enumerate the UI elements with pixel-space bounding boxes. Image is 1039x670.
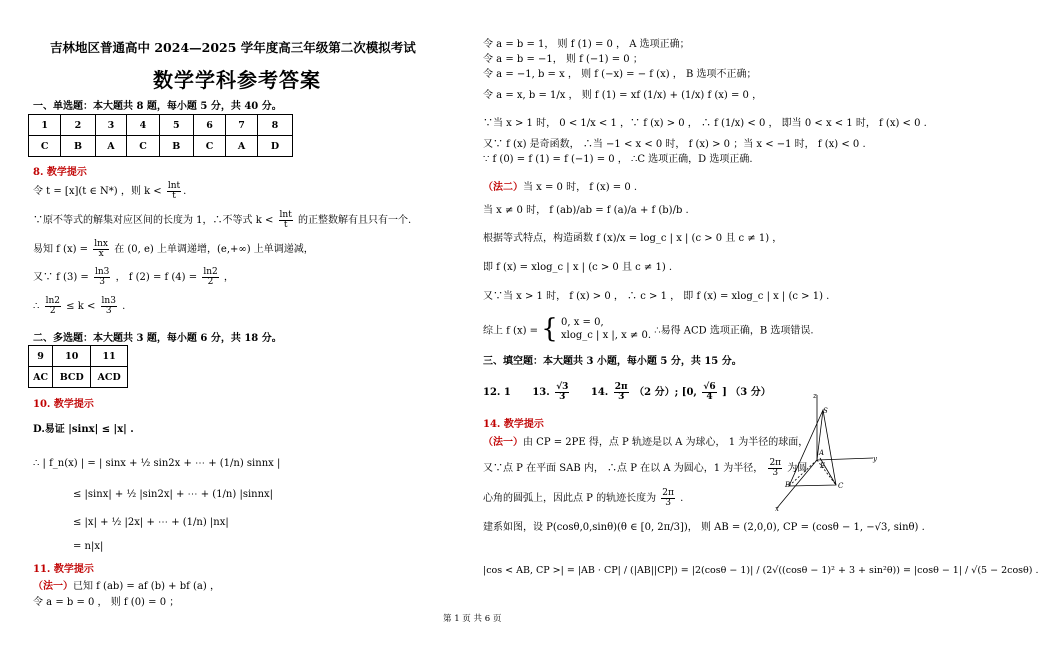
question-number: 3 — [95, 115, 127, 136]
answer-cell: D — [257, 136, 292, 157]
q8-line5 — [33, 297, 125, 316]
fraction — [101, 297, 117, 316]
fraction — [614, 383, 629, 402]
question-number: 8 — [257, 115, 292, 136]
answer-cell: AC — [29, 367, 53, 388]
case: 0, x = 0, — [560, 317, 604, 328]
q10-line5: = n|x| — [73, 541, 104, 552]
denominator: 3 — [618, 392, 625, 402]
numerator: 2π — [614, 382, 628, 392]
denominator: t — [172, 191, 176, 201]
q10-line1: D.易证 |sinx| ≤ |x| . — [33, 424, 134, 435]
text: ≤ k < — [66, 301, 96, 312]
label-x: x — [775, 505, 779, 513]
text: 已知 f (ab) = af (b) + bf (a) ， — [73, 581, 220, 592]
q8-hint-heading: 8. 教学提示 — [33, 167, 87, 178]
denominator: 2 — [49, 306, 56, 316]
question-number: 7 — [226, 115, 258, 136]
method-label: （法一） — [33, 581, 73, 592]
text: ∴易得 ACD 选项正确，B 选项错误. — [654, 325, 814, 337]
numerator: ln2 — [45, 296, 60, 306]
text: 令 t = [x](t ∈ N*) ，则 k < — [33, 186, 162, 197]
q11-method2-line3: 根据等式特点，构造函数 f (x)/x = log_c | x | (c > 0 且 c ≠ 1) ， — [483, 233, 783, 244]
label-s: S — [823, 407, 828, 415]
fraction — [45, 297, 61, 316]
answer-cell: C — [127, 136, 159, 157]
q11-hint-heading: 11. 教学提示 — [33, 564, 94, 575]
answer-cell: B — [61, 136, 95, 157]
section3-heading: 三、填空题：本大题共 3 小题，每小题 5 分，共 15 分。 — [483, 356, 742, 367]
q10-hint-heading: 10. 教学提示 — [33, 399, 94, 410]
numerator: ln3 — [94, 267, 110, 277]
text: 易知 f (x) = — [33, 244, 89, 255]
text: 在 (0, e) 上单调递增，(e,+∞) 上单调递减， — [114, 244, 314, 255]
edge-ab — [789, 460, 817, 486]
y-axis — [817, 458, 873, 460]
label-z: z — [813, 392, 817, 400]
text: 由 CP = 2PE 得，点 P 轨迹是以 A 为球心， 1 为半径的球面， — [523, 437, 809, 448]
question-number: 4 — [127, 115, 159, 136]
section2-heading: 二、多选题：本大题共 3 题，每小题 6 分，共 18 分。 — [33, 333, 282, 344]
text: ∴ — [33, 301, 40, 312]
q11-method2-line1 — [483, 178, 637, 193]
q11-right-line2: 令 a = b = −1， 则 f (−1) = 0 ； — [483, 54, 643, 65]
q11-line1 — [33, 577, 220, 592]
q14-line2 — [483, 459, 807, 478]
label-y: y — [873, 455, 877, 463]
q11-line2: 令 a = b = 0 ， 则 f (0) = 0 ； — [33, 597, 180, 608]
question-number: 10 — [53, 346, 91, 367]
q8-line3 — [33, 240, 314, 259]
text: 心角的圆弧上，因此点 P 的轨迹长度为 — [483, 493, 657, 504]
numerator: lnx — [94, 239, 109, 249]
denominator: 3 — [665, 498, 671, 508]
q10-line3: ≤ |sinx| + ½ |sin2x| + ⋯ + (1/n) |sinnx| — [73, 489, 274, 500]
fraction — [279, 211, 293, 230]
q11-method2-line5: 又∵当 x > 1 时， f (x) > 0 ， ∴ c > 1 ， 即 f (x) = xlog_c | x | (c > 1) . — [483, 291, 830, 302]
q8-line2 — [33, 211, 411, 230]
numerator: 2π — [662, 488, 674, 498]
question-number: 6 — [193, 115, 225, 136]
denominator: 3 — [105, 306, 112, 316]
fraction — [702, 383, 716, 402]
text: . — [122, 301, 126, 312]
text: ∵原不等式的解集对应区间的长度为 1，∴不等式 k < — [33, 215, 274, 226]
denominator: t — [283, 220, 288, 230]
page-footer: 第 1 页 共 6 页 — [443, 614, 502, 624]
pyramid-face — [789, 410, 836, 486]
text: ] （3 分） — [722, 387, 771, 398]
q14-line5: |cos < AB, CP >| = |AB · CP| / (|AB||CP|) = |2(cosθ − 1)| / (2√((cosθ − 1)² + 3 + sin²θ)) = |cosθ − 1| / √(5 − 2cosθ) . — [483, 565, 1039, 576]
text: 当 x = 0 时， f (x) = 0 . — [523, 182, 638, 193]
q11-right-line6: 又∵ f (x) 是奇函数， ∴当 −1 < x < 0 时， f (x) > 0 ；当 x < −1 时， f (x) < 0 . — [483, 139, 866, 150]
piecewise-brace: { — [541, 314, 558, 344]
fraction — [94, 268, 110, 287]
text: ， f (2) = f (4) = — [115, 272, 198, 283]
denominator: 3 — [559, 392, 566, 402]
question-number: 5 — [159, 115, 193, 136]
q11-method2-line4: 即 f (x) = xlog_c | x | (c > 0 且 c ≠ 1) . — [483, 262, 673, 273]
q14-hint-heading: 14. 教学提示 — [483, 419, 544, 430]
question-number: 11 — [91, 346, 128, 367]
label-a: A — [819, 449, 825, 457]
answer-cell: B — [159, 136, 193, 157]
q11-right-line7: ∵ f (0) = f (1) = f (−1) = 0 ， ∴C 选项正确，D 选项正确. — [483, 154, 753, 165]
question-number: 9 — [29, 346, 53, 367]
text: . — [680, 493, 684, 504]
q11-method2-line6 — [483, 316, 814, 342]
denominator: x — [98, 249, 104, 259]
numerator: √3 — [556, 382, 569, 392]
piecewise-cases — [561, 316, 651, 342]
multi-choice-answer-table — [28, 345, 128, 388]
q14-line1 — [483, 433, 808, 448]
denominator: 3 — [772, 468, 779, 478]
numerator: ln2 — [203, 267, 218, 277]
denominator: 4 — [706, 392, 713, 402]
answer-cell: A — [226, 136, 258, 157]
q10-line2: ∴ | f_n(x) | = | sinx + ½ sin2x + ⋯ + (1/n) sinnx | — [33, 458, 281, 469]
numerator: ln3 — [101, 296, 116, 306]
q14-line3 — [483, 489, 683, 508]
fraction — [661, 489, 675, 508]
document-title: 数学学科参考答案 — [153, 68, 321, 92]
answer-cell: ACD — [91, 367, 128, 388]
denominator: 3 — [99, 277, 106, 287]
exam-title: 吉林地区普通高中 2024—2025 学年度高三年级第二次模拟考试 — [50, 40, 416, 55]
denominator: 2 — [207, 277, 214, 287]
text: （2 分）; [0, — [634, 387, 697, 398]
text: 又∵ f (3) = — [33, 272, 89, 283]
answer-14-label: 14. — [590, 387, 609, 398]
q11-right-line4: 令 a = x, b = 1/x ， 则 f (1) = xf (1/x) + (1/x) f (x) = 0 ， — [483, 90, 763, 101]
q11-right-line3: 令 a = −1, b = x ， 则 f (−x) = − f (x) ， B 选项不正确； — [483, 69, 757, 80]
method-label: （法二） — [483, 182, 523, 193]
pyramid-coordinate-figure — [765, 390, 885, 515]
numerator: lnt — [279, 210, 292, 220]
label-e: E — [820, 462, 826, 470]
numerator: lnt — [167, 181, 181, 191]
fill-in-answers — [483, 383, 771, 402]
q8-line4 — [33, 268, 234, 287]
text: ， — [223, 272, 234, 283]
text: 为圆 — [787, 463, 808, 474]
q11-right-line1: 令 a = b = 1， 则 f (1) = 0 ， A 选项正确； — [483, 39, 690, 50]
fraction — [555, 383, 569, 402]
answer-cell: BCD — [53, 367, 91, 388]
answer-13-label: 13. — [532, 387, 550, 398]
q14-line4: 建系如图，设 P(cosθ,0,sinθ)(θ ∈ [0, 2π/3])， 则 AB = (2,0,0), CP = (cosθ − 1, −√3, sinθ) . — [483, 522, 925, 533]
text: 综上 f (x) = — [483, 325, 539, 337]
q10-line4: ≤ |x| + ½ |2x| + ⋯ + (1/n) |nx| — [73, 517, 229, 528]
question-number: 2 — [61, 115, 95, 136]
method-label: （法一） — [483, 437, 523, 448]
answer-12: 12. 1 — [483, 387, 511, 398]
q11-method2-line2: 当 x ≠ 0 时， f (ab)/ab = f (a)/a + f (b)/b . — [483, 205, 689, 216]
text: 的正整数解有且只有一个. — [298, 215, 412, 226]
numerator: √6 — [703, 382, 716, 392]
answer-cell: C — [29, 136, 61, 157]
label-c: C — [838, 482, 844, 490]
section1-heading: 一、单选题：本大题共 8 题，每小题 5 分，共 40 分。 — [33, 101, 282, 112]
fraction — [93, 240, 109, 259]
answer-cell: A — [95, 136, 127, 157]
label-b: B — [785, 481, 791, 489]
fraction — [202, 268, 218, 287]
case: xlog_c | x |, x ≠ 0. — [560, 330, 652, 341]
fraction — [167, 182, 181, 201]
q11-right-line5: ∵当 x > 1 时， 0 < 1/x < 1 ，∵ f (x) > 0 ， ∴ f (1/x) < 0 ， 即当 0 < x < 1 时， f (x) < 0 . — [483, 118, 927, 129]
q8-line1: 令 t = [x](t ∈ N*) ，则 k < $\frac{\ln t}{t}$ . — [33, 181, 187, 201]
answer-cell: C — [193, 136, 225, 157]
single-choice-answer-table — [28, 114, 293, 157]
text: 又∵点 P 在平面 SAB 内， ∴点 P 在以 A 为圆心，1 为半径， — [483, 463, 764, 474]
numerator: 2π — [769, 458, 782, 468]
question-number: 1 — [29, 115, 61, 136]
